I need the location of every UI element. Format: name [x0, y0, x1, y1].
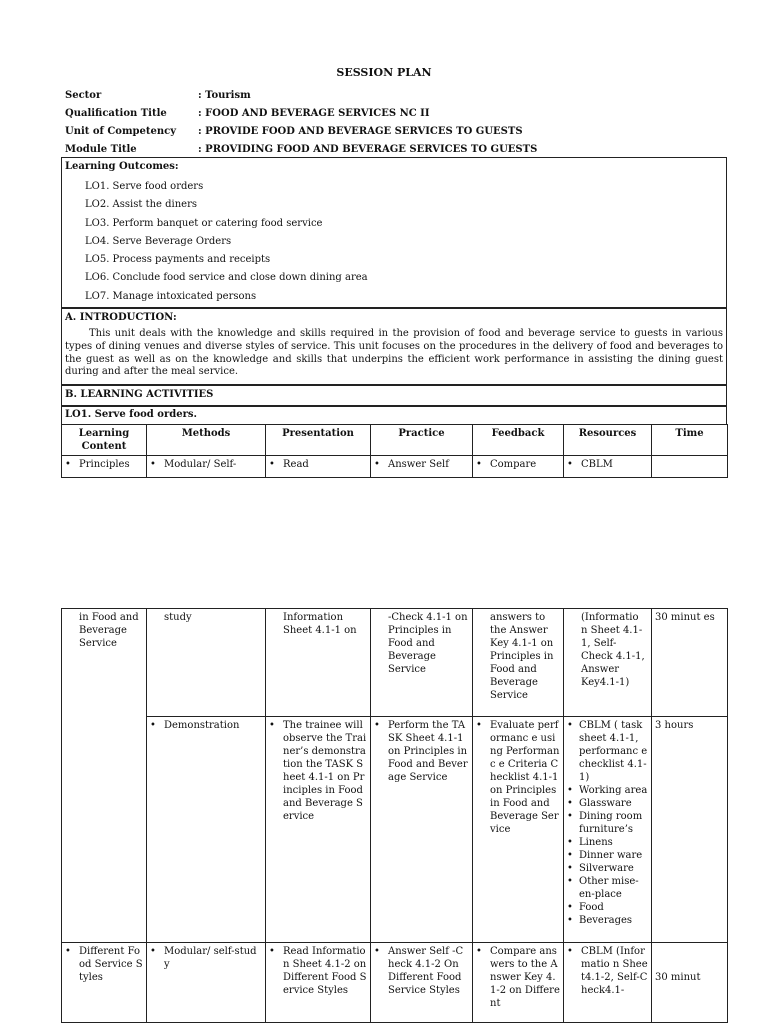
lo-item: LO4. Serve Beverage Orders [85, 235, 232, 247]
header-row-sector [65, 86, 705, 104]
header-label: Sector [65, 89, 102, 101]
table-cell: • Modular/ Self- [147, 456, 266, 478]
table-row [62, 456, 728, 478]
table-cell [564, 717, 652, 943]
table-cell: • Modular/ self-study [147, 943, 266, 1023]
column-header: Practice [371, 425, 473, 456]
header-info [65, 86, 705, 158]
lo-item: LO7. Manage intoxicated persons [85, 290, 257, 302]
list-item: • Food [567, 902, 604, 913]
bullet: • [567, 946, 573, 957]
list-item: • Dining room furniture’s [567, 811, 643, 835]
lo-item: LO3. Perform banquet or catering food service [85, 217, 323, 229]
page-title: SESSION PLAN [336, 66, 432, 79]
table-cell: • CBLM [564, 456, 652, 478]
bullet: • [269, 720, 275, 731]
bullet: • [476, 946, 482, 957]
header-row-unit [65, 122, 705, 140]
header-value: : FOOD AND BEVERAGE SERVICES NC II [198, 107, 430, 119]
table-cell: 3 hours [652, 717, 728, 943]
bullet: • [476, 459, 482, 470]
table-cell: • Answer Self [371, 456, 473, 478]
list-item: • Silverware [567, 863, 634, 874]
lo-item: LO2. Assist the diners [85, 199, 197, 211]
bullet: • [150, 459, 156, 470]
table-cell: • Principles [62, 456, 147, 478]
column-header: Resources [564, 425, 652, 456]
learning-activities-heading: B. LEARNING ACTIVITIES [61, 385, 727, 406]
table-cell: in Food and Beverage Service [62, 609, 147, 943]
column-header: Feedback [473, 425, 564, 456]
table-cell: • Compare [473, 456, 564, 478]
table-cell: • Read [266, 456, 371, 478]
bullet: • [374, 459, 380, 470]
header-value: : PROVIDING FOOD AND BEVERAGE SERVICES TO GUESTS [198, 143, 538, 155]
header-label: Module Title [65, 143, 137, 155]
lo-item: LO1. Serve food orders [85, 181, 204, 192]
bullet: • [567, 459, 573, 470]
table-cell: • Different Food Service Styles [62, 943, 147, 1023]
table-header-row [62, 425, 728, 456]
table-cell: • CBLM (Informatio n Sheet4.1-2, Self-Check4.1- [564, 943, 652, 1023]
list-item: • Other mise-en-place [567, 876, 639, 900]
bullet: • [374, 720, 380, 731]
list-item: • CBLM ( task sheet 4.1-1, performanc e checklist 4.1-1) [567, 720, 648, 783]
list-item: • Glassware [567, 798, 632, 809]
table-cell: 30 minut es [652, 609, 728, 717]
learning-outcomes-heading: Learning Outcomes: [65, 161, 179, 172]
table-cell: 30 minut [652, 943, 728, 1023]
header-value: : PROVIDE FOOD AND BEVERAGE SERVICES TO GUESTS [198, 125, 523, 137]
activities-table-page2 [61, 608, 728, 1023]
lo1-heading: LO1. Serve food orders. [61, 406, 727, 425]
column-header: Methods [147, 425, 266, 456]
header-value: : Tourism [198, 89, 251, 101]
header-label: Unit of Competency [65, 125, 177, 137]
list-item: • Beverages [567, 915, 633, 926]
header-row-module [65, 140, 705, 158]
table-cell [652, 456, 728, 478]
column-header: Time [652, 425, 728, 456]
table-cell: (Informatio n Sheet 4.1-1, Self-Check 4.1-1, Answer Key4.1-1) [564, 609, 652, 717]
column-header: Presentation [266, 425, 371, 456]
introduction-heading: A. INTRODUCTION: [65, 312, 177, 323]
header-row-qualification [65, 104, 705, 122]
bullet: • [476, 720, 482, 731]
resources-list [567, 719, 648, 927]
header-label: Qualification Title [65, 107, 167, 119]
table-cell: • Answer Self -Check 4.1-2 On Different Food Service Styles [371, 943, 473, 1023]
column-header: Learning Content [62, 425, 147, 456]
lo-item: LO6. Conclude food service and close down dining area [85, 272, 368, 284]
table-row [62, 717, 728, 943]
activities-table-page1 [61, 424, 728, 478]
table-cell: • Read Information Sheet 4.1-2 on Different Food Service Styles [266, 943, 371, 1023]
learning-outcomes-box [61, 157, 727, 308]
list-item: • Linens [567, 837, 613, 848]
bullet: • [269, 459, 275, 470]
table-cell: Information Sheet 4.1-1 on [266, 609, 371, 717]
table-cell: • Evaluate performanc e using Performanc e Criteria Checklist 4.1-1 on Principles in Food and Beverage Service [473, 717, 564, 943]
table-cell: • Compare answers to the Answer Key 4.1-2 on Different [473, 943, 564, 1023]
bullet: • [150, 946, 156, 957]
bullet: • [150, 720, 156, 731]
table-cell: study [147, 609, 266, 717]
table-cell: -Check 4.1-1 on Principles in Food and Beverage Service [371, 609, 473, 717]
lo-item: LO5. Process payments and receipts [85, 254, 271, 266]
bullet: • [65, 946, 71, 957]
table-cell: • The trainee will observe the Trainer’s demonstration the TASK Sheet 4.1-1 on Principles in Food and Beverage Service [266, 717, 371, 943]
bullet: • [65, 459, 71, 470]
table-cell: • Perform the TASK Sheet 4.1-1 on Principles in Food and Beverage Service [371, 717, 473, 943]
list-item: • Dinner ware [567, 850, 643, 861]
introduction-box [61, 308, 727, 385]
table-row [62, 609, 728, 717]
list-item: • Working area [567, 785, 648, 796]
introduction-text: This unit deals with the knowledge and skills required in the provision of food and beverage service to guests in various types of dining venues and diverse styles of service. This unit focuses on the procedures in the delivery of food and beverages to the guest as well as on the knowledge and skills that underpins the efficient work performance in assisting the dining guest during and after the meal service. [65, 328, 723, 378]
bullet: • [374, 946, 380, 957]
table-row [62, 943, 728, 1023]
table-cell: • Demonstration [147, 717, 266, 943]
table-cell: answers to the Answer Key 4.1-1 on Principles in Food and Beverage Service [473, 609, 564, 717]
bullet: • [269, 946, 275, 957]
